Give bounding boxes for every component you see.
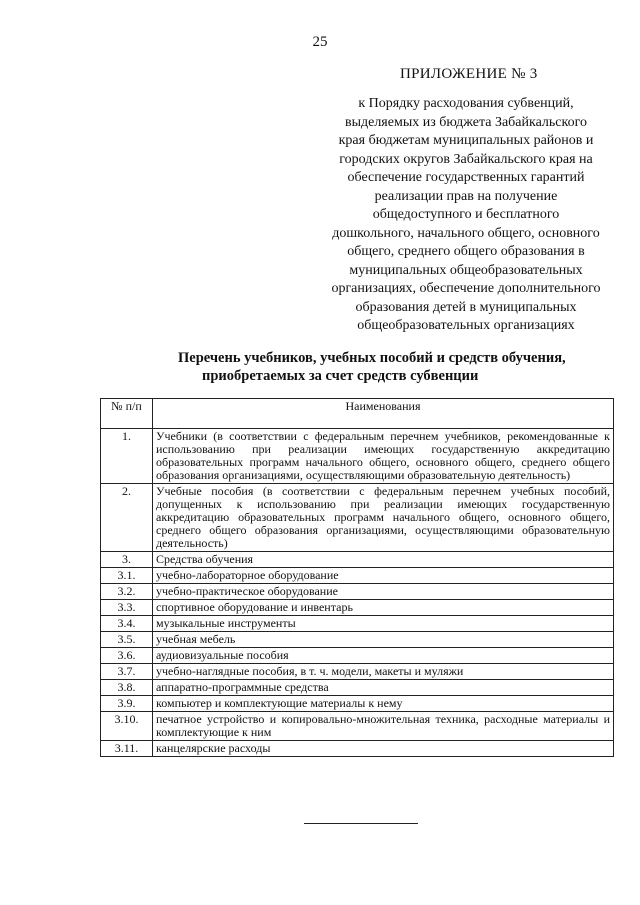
row-number: 3.4. (101, 616, 153, 632)
row-number: 3.3. (101, 600, 153, 616)
row-text: Учебные пособия (в соответствии с федеральным перечнем учебных пособий, допущенных к использованию при реализации имеющих государственную аккредитацию образовательных программ начального общего, основного общего, среднего общего образования организациями, осуществляющими образовательную деятельность) (153, 484, 614, 552)
row-number: 2. (101, 484, 153, 552)
list-title-line-2: приобретаемых за счет средств субвенции (202, 368, 479, 384)
appendix-desc-line: к Порядку расходования субвенций, (358, 96, 574, 111)
appendix-desc-line: образования детей в муниципальных (355, 299, 577, 315)
row-number: 1. (101, 429, 153, 484)
table-row (101, 632, 614, 648)
appendix-desc-line: городских округов Забайкальского края на (339, 151, 593, 167)
table-row (101, 741, 614, 757)
row-text: Учебники (в соответствии с федеральным перечнем учебников, рекомендованные к использованию при реализации имеющих государственную аккредитацию образовательных программ начального общего, основного общего, среднего общего образования организациями, осуществляющими образовательную деятельность) (153, 429, 614, 484)
row-text: спортивное оборудование и инвентарь (153, 600, 614, 616)
header-number: № п/п (101, 399, 153, 429)
row-text: печатное устройство и копировально-множительная техника, расходные материалы и комплектующие к ним (153, 712, 614, 741)
table-row (101, 664, 614, 680)
row-text: канцелярские расходы (153, 741, 614, 757)
table-row (101, 552, 614, 568)
table-row (101, 584, 614, 600)
row-number: 3. (101, 552, 153, 568)
table-row (101, 429, 614, 484)
table-row (101, 696, 614, 712)
appendix-desc-line: края бюджетам муниципальных районов и (338, 133, 594, 148)
appendix-desc-line: организациях, обеспечение дополнительного (331, 281, 601, 296)
row-number: 3.11. (101, 741, 153, 757)
list-title-line-1: Перечень учебников, учебных пособий и средств обучения, (178, 350, 566, 366)
row-number: 3.10. (101, 712, 153, 741)
table-row (101, 484, 614, 552)
row-text: музыкальные инструменты (153, 616, 614, 632)
row-number: 3.5. (101, 632, 153, 648)
row-text: учебно-лабораторное оборудование (153, 568, 614, 584)
appendix-desc-line: муниципальных общеобразовательных (349, 262, 583, 278)
appendix-desc-line: общего, среднего общего образования в (347, 244, 585, 259)
list-title (100, 349, 640, 385)
row-text: учебная мебель (153, 632, 614, 648)
table-row (101, 600, 614, 616)
row-text: компьютер и комплектующие материалы к нему (153, 696, 614, 712)
row-text: учебно-наглядные пособия, в т. ч. модели, макеты и муляжи (153, 664, 614, 680)
appendix-desc-line: обеспечение государственных гарантий (347, 170, 585, 185)
appendix-desc-line: реализации прав на получение (374, 188, 558, 204)
table-row (101, 616, 614, 632)
row-number: 3.6. (101, 648, 153, 664)
row-number: 3.1. (101, 568, 153, 584)
items-table (100, 398, 614, 757)
row-text: Средства обучения (153, 552, 614, 568)
appendix-desc-line: выделяемых из бюджета Забайкальского (344, 114, 588, 130)
row-text: аудиовизуальные пособия (153, 648, 614, 664)
row-number: 3.2. (101, 584, 153, 600)
row-number: 3.8. (101, 680, 153, 696)
row-number: 3.9. (101, 696, 153, 712)
table-row (101, 680, 614, 696)
row-text: учебно-практическое оборудование (153, 584, 614, 600)
table-row (101, 648, 614, 664)
page-number: 25 (312, 34, 328, 50)
header-name: Наименования (153, 399, 614, 429)
table-header-row (101, 399, 614, 429)
appendix-desc-line: общеобразовательных организациях (357, 318, 575, 333)
appendix-desc-line: дошкольного, начального общего, основного (332, 225, 600, 241)
closing-rule (304, 823, 418, 824)
table-row (101, 568, 614, 584)
appendix-desc-line: общедоступного и бесплатного (372, 207, 560, 222)
table-row (101, 712, 614, 741)
appendix-title: ПРИЛОЖЕНИЕ № 3 (400, 66, 538, 82)
appendix-description (316, 95, 616, 336)
row-number: 3.7. (101, 664, 153, 680)
row-text: аппаратно-программные средства (153, 680, 614, 696)
